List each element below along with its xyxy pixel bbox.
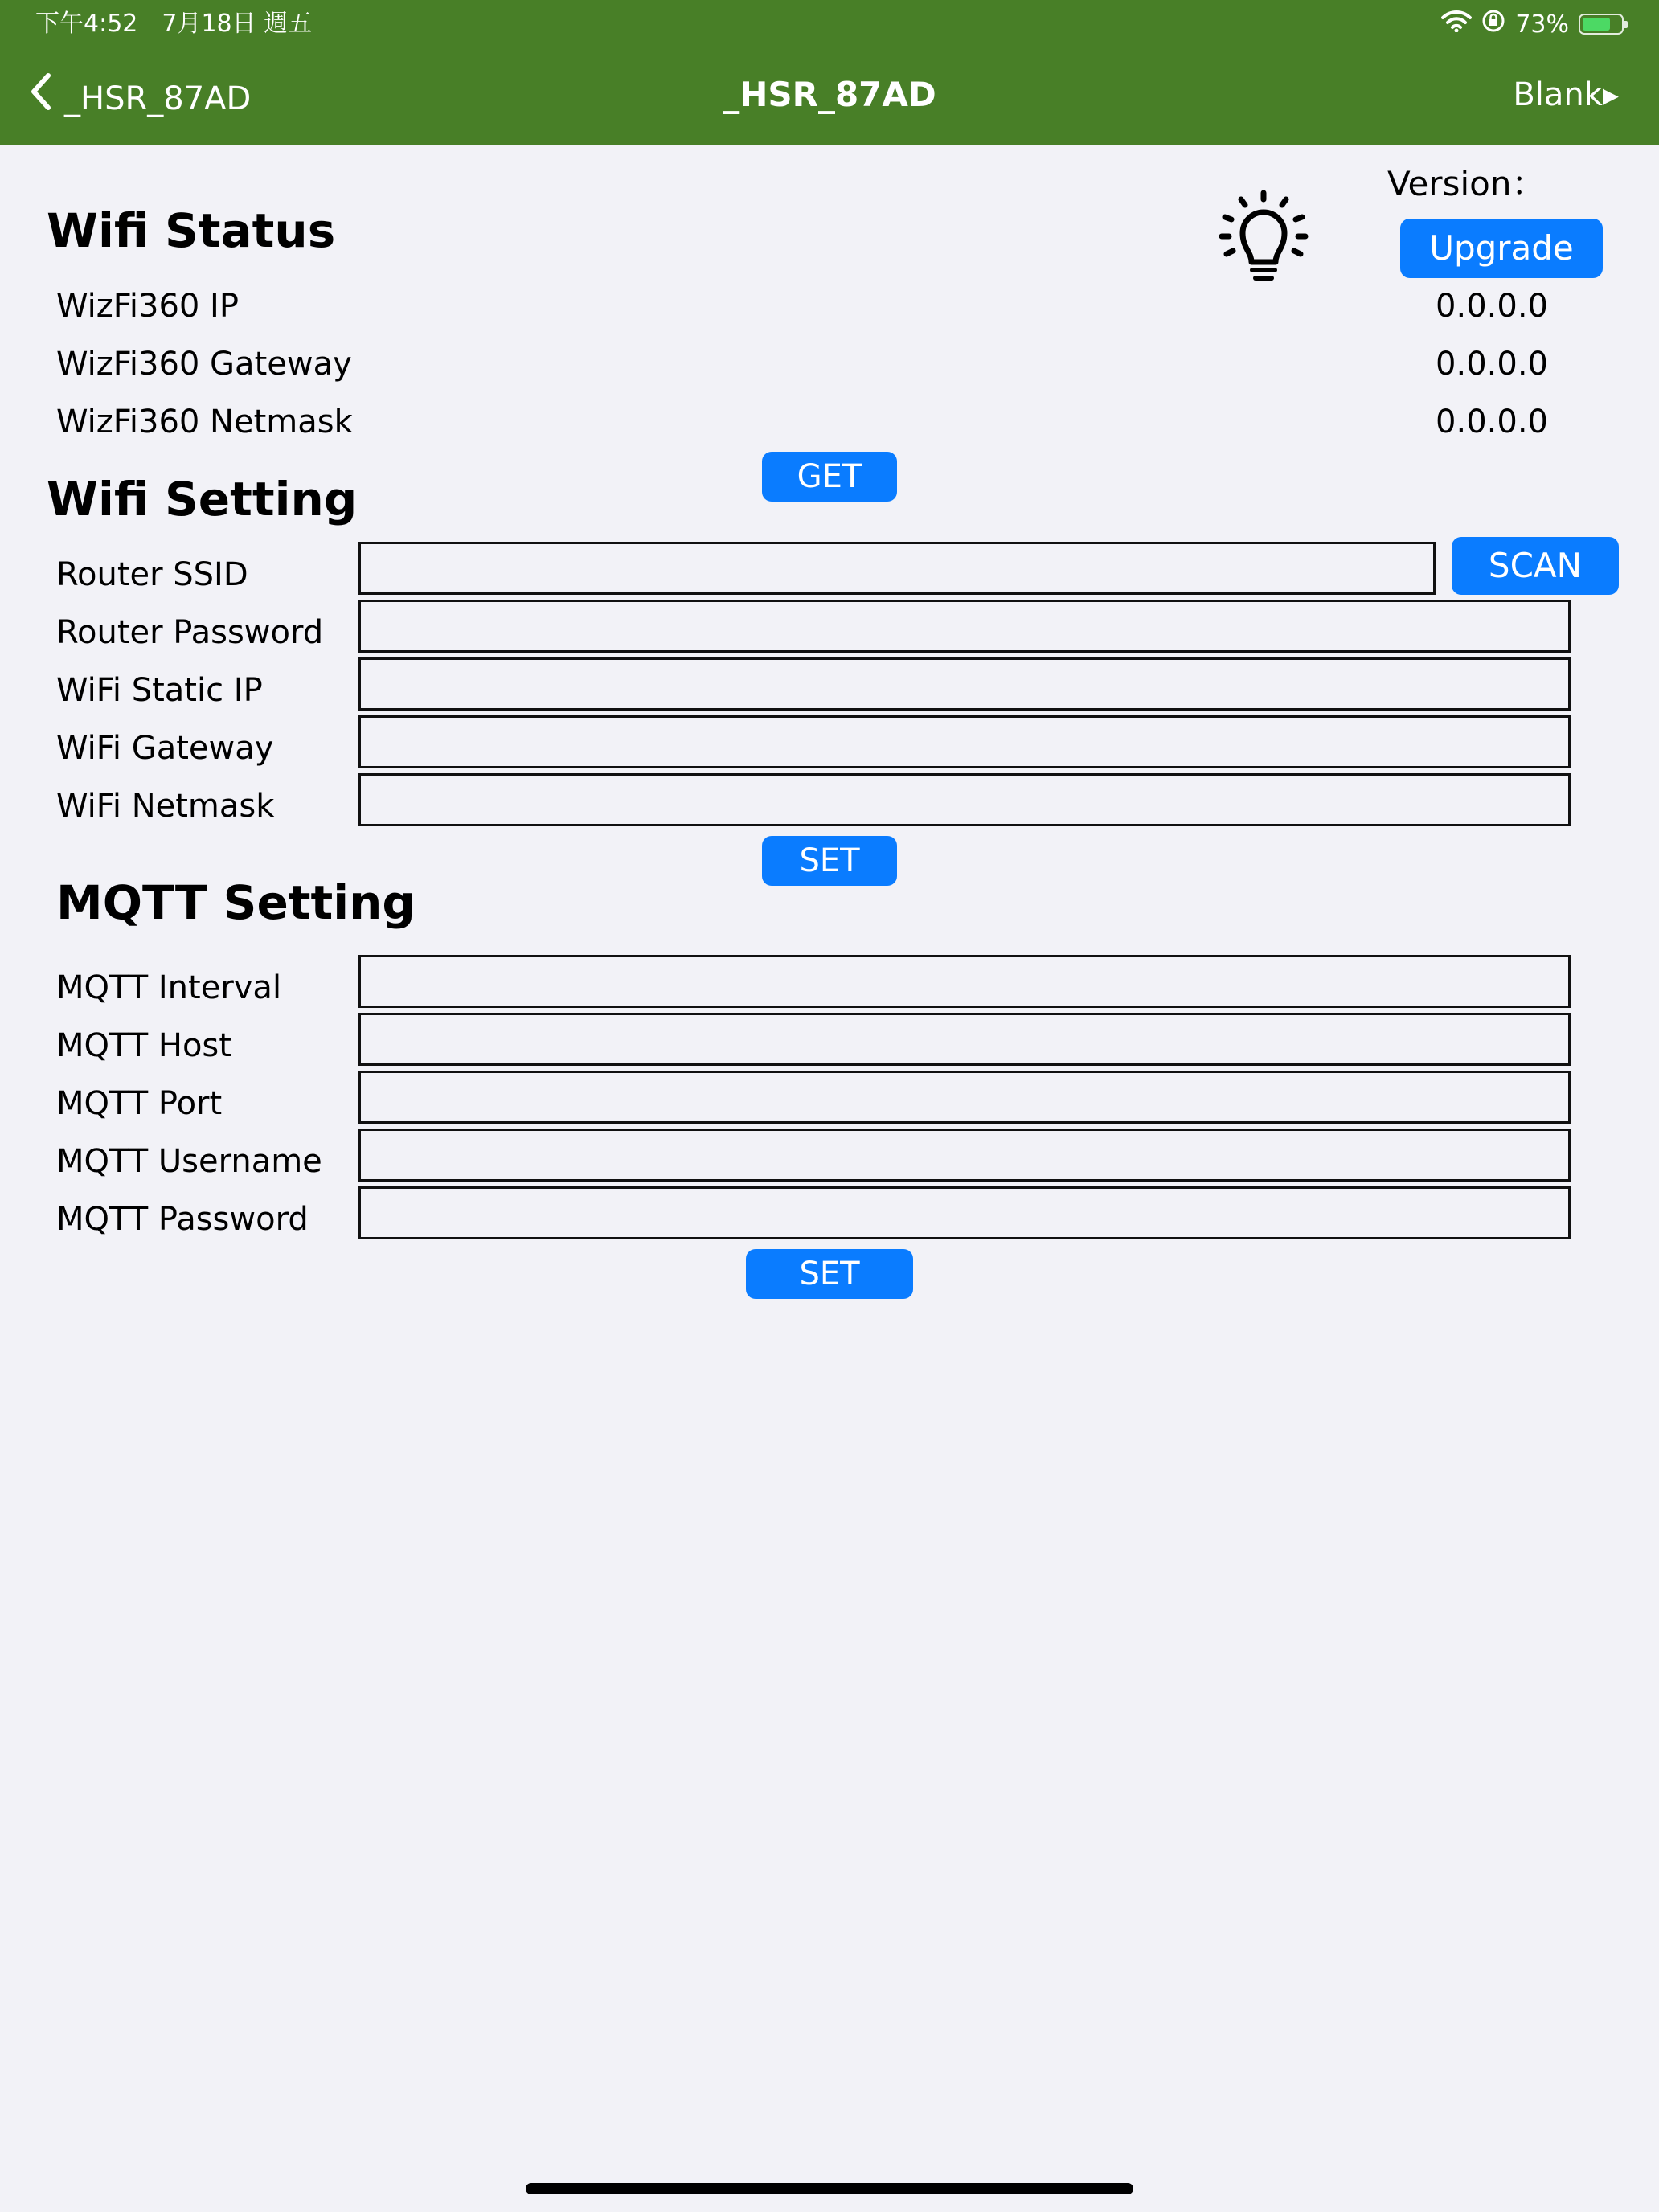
rotation-lock-icon [1481, 9, 1505, 39]
battery-percent: 73% [1515, 10, 1569, 39]
router-ssid-field[interactable] [358, 542, 1436, 595]
mqtt-username-label: MQTT Username [56, 1143, 322, 1180]
upgrade-button[interactable]: Upgrade [1400, 219, 1603, 278]
wifi-netmask-label: WiFi Netmask [56, 788, 275, 825]
wizfi-gateway-value: 0.0.0.0 [1436, 346, 1548, 383]
mqtt-interval-label: MQTT Interval [56, 969, 282, 1006]
blank-button[interactable]: Blank▸ [1513, 76, 1619, 113]
mqtt-username-field[interactable] [358, 1129, 1571, 1182]
home-indicator[interactable] [526, 2183, 1133, 2194]
mqtt-setting-title: MQTT Setting [56, 875, 416, 930]
wizfi-gateway-label: WizFi360 Gateway [56, 346, 352, 383]
page-title: _HSR_87AD [723, 75, 936, 114]
scan-button[interactable]: SCAN [1452, 537, 1619, 595]
router-password-label: Router Password [56, 614, 324, 651]
wifi-setting-title: Wifi Setting [47, 472, 358, 526]
mqtt-password-label: MQTT Password [56, 1201, 309, 1238]
wifi-static-ip-label: WiFi Static IP [56, 672, 263, 709]
mqtt-host-field[interactable] [358, 1013, 1571, 1066]
wizfi-ip-value: 0.0.0.0 [1436, 288, 1548, 325]
wifi-set-button[interactable]: SET [762, 836, 897, 886]
status-time-date: 下午4:52 7月18日 週五 [35, 10, 313, 38]
navigation-bar [0, 0, 1659, 145]
lightbulb-icon[interactable] [1215, 190, 1312, 283]
wifi-gateway-label: WiFi Gateway [56, 730, 274, 767]
wizfi-ip-label: WizFi360 IP [56, 288, 239, 325]
wizfi-netmask-label: WizFi360 Netmask [56, 403, 353, 440]
mqtt-interval-field[interactable] [358, 955, 1571, 1008]
mqtt-port-label: MQTT Port [56, 1085, 223, 1122]
mqtt-set-button[interactable]: SET [746, 1249, 913, 1299]
mqtt-password-field[interactable] [358, 1186, 1571, 1239]
wifi-static-ip-field[interactable] [358, 657, 1571, 711]
battery-level [1583, 18, 1610, 31]
battery-icon [1579, 14, 1624, 35]
status-indicators [1441, 8, 1624, 40]
wifi-icon [1441, 10, 1472, 39]
router-ssid-label: Router SSID [56, 556, 248, 593]
version-label: Version： [1387, 164, 1546, 203]
get-button[interactable]: GET [762, 452, 897, 502]
wifi-gateway-field[interactable] [358, 715, 1571, 768]
wifi-status-title: Wifi Status [47, 203, 336, 258]
wizfi-netmask-value: 0.0.0.0 [1436, 403, 1548, 440]
wifi-netmask-field[interactable] [358, 773, 1571, 826]
mqtt-host-label: MQTT Host [56, 1027, 231, 1064]
mqtt-port-field[interactable] [358, 1071, 1571, 1124]
back-label: _HSR_87AD [64, 80, 252, 117]
router-password-field[interactable] [358, 600, 1571, 653]
